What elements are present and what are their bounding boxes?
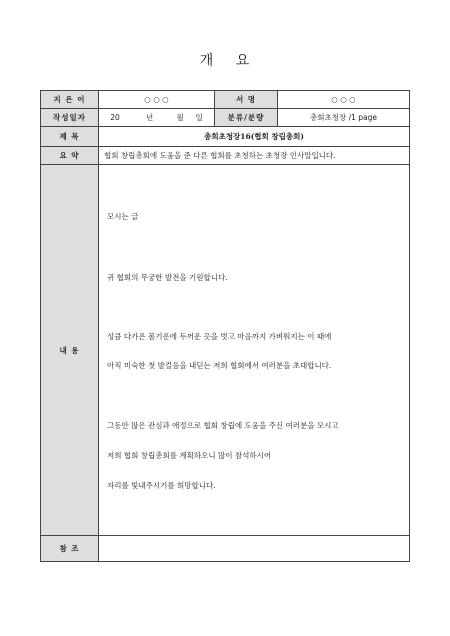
reference-row — [41, 536, 410, 562]
reference-label: 참 조 — [41, 536, 99, 562]
content-body — [99, 165, 410, 536]
author-label: 지 은 이 — [41, 91, 99, 109]
content-row — [41, 165, 410, 536]
summary-label: 요 약 — [41, 147, 99, 165]
category-value: 총회초청장 /1 page — [278, 109, 410, 127]
date-label: 작성일자 — [41, 109, 99, 127]
content-line: 저희 협회 창립총회를 계획하오니 많이 참석하시어 — [107, 451, 272, 460]
content-line: 성큼 다가온 봄기운에 두꺼운 옷을 벗고 마음까지 가벼워지는 이 때에 — [107, 332, 332, 341]
subject-label: 제 목 — [41, 127, 99, 147]
date-row — [41, 109, 410, 127]
summary-row — [41, 147, 410, 165]
reference-value — [99, 536, 410, 562]
date-year-unit: 년 — [146, 113, 154, 122]
book-title-label: 서 명 — [215, 91, 278, 109]
summary-value: 협회 창립총회에 도움을 준 다른 협회를 초청하는 초청장 인사말입니다. — [99, 147, 410, 165]
content-line: 아직 미숙한 첫 발걸음을 내딛는 저희 협회에서 여러분을 초대합니다. — [107, 361, 332, 370]
date-day-unit: 일 — [195, 113, 203, 122]
page-title: 개 요 — [199, 53, 251, 69]
author-value: ○ ○ ○ — [99, 91, 215, 109]
content-line: 모시는 글 — [107, 212, 139, 221]
category-label: 분류/분량 — [215, 109, 278, 127]
subject-value: 총회초청장16(협회 창립총회) — [99, 127, 410, 147]
date-year: 20 — [110, 113, 120, 122]
author-row — [41, 91, 410, 109]
date-value — [99, 109, 215, 127]
content-line: 자리를 빛내주시기를 희망합니다. — [107, 481, 216, 490]
date-month-unit: 월 — [176, 113, 184, 122]
content-line: 그동안 많은 관심과 애정으로 협회 창립에 도움을 주신 여러분을 모시고 — [107, 421, 339, 430]
content-line: 귀 협회의 무궁한 발전을 기원합니다. — [107, 273, 228, 282]
subject-row — [41, 127, 410, 147]
overview-form-table — [40, 90, 410, 562]
content-label: 내 용 — [41, 165, 99, 536]
book-title-value: ○ ○ ○ — [278, 91, 410, 109]
